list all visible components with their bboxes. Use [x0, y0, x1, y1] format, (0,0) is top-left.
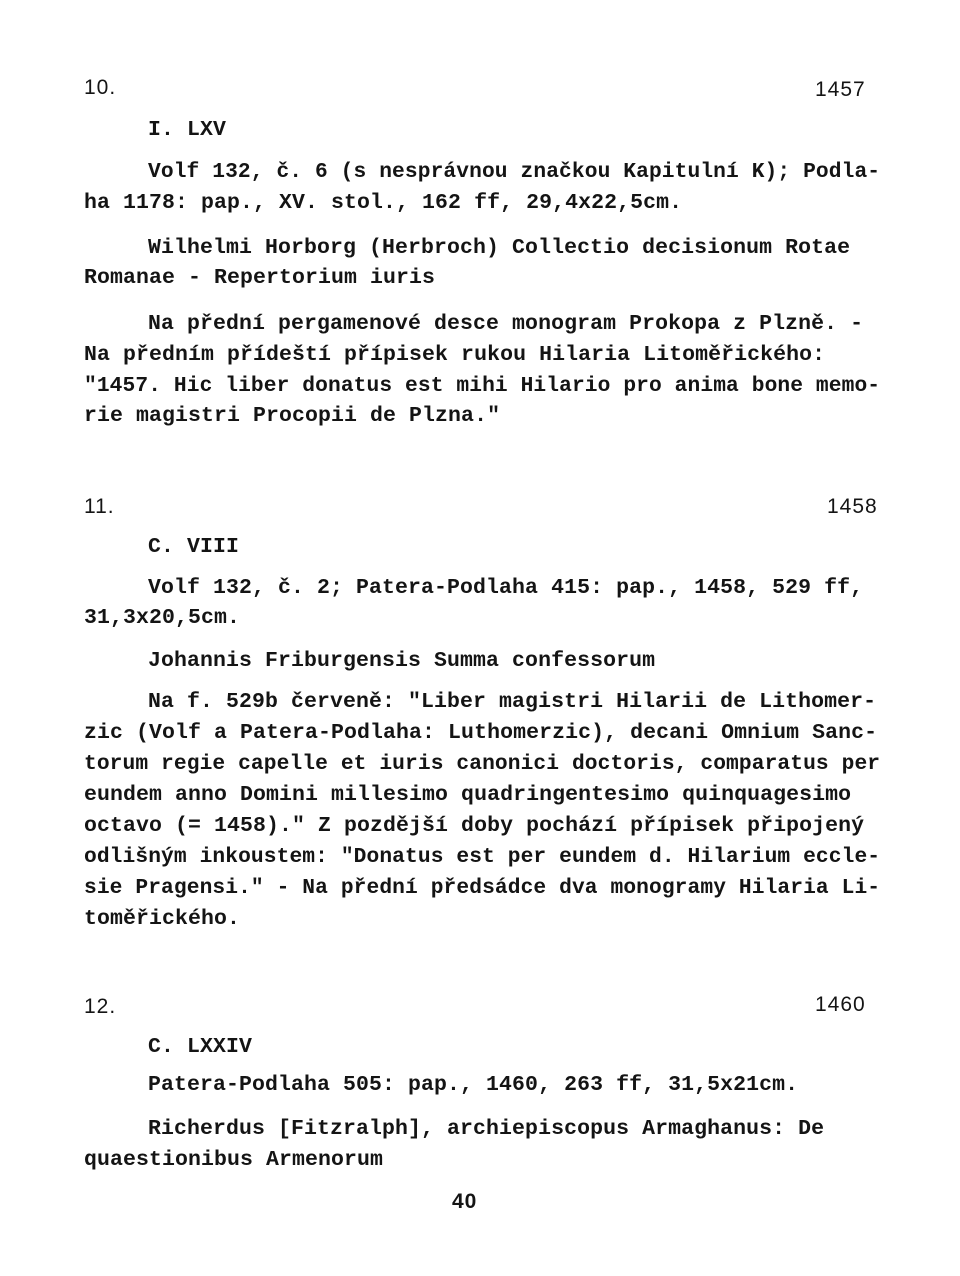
title-line: Wilhelmi Horborg (Herbroch) Collectio decisionum Rotae: [148, 236, 851, 260]
reference-line: 31,3x20,5cm.: [84, 606, 241, 630]
note-line: sie Pragensi." - Na přední předsádce dva monogramy Hilaria Li-: [84, 876, 881, 900]
entry-signature: I. LXV: [148, 118, 227, 142]
note-line: rie magistri Procopii de Plzna.": [84, 404, 501, 428]
entry-signature: C. LXXIV: [148, 1035, 253, 1059]
note-line: toměřického.: [84, 907, 241, 931]
entry-year: 1460: [815, 993, 866, 1016]
note-line: Na předním přídeští přípisek rukou Hilaria Litoměřického:: [84, 343, 826, 367]
reference-line: ha 1178: pap., XV. stol., 162 ff, 29,4x22,5cm.: [84, 191, 683, 215]
title-line: Romanae - Repertorium iuris: [84, 266, 436, 290]
note-line: eundem anno Domini millesimo quadringentesimo quinquagesimo: [84, 783, 852, 807]
entry-number: 10.: [84, 76, 117, 99]
reference-line: Patera-Podlaha 505: pap., 1460, 263 ff, 31,5x21cm.: [148, 1073, 799, 1097]
note-line: Na f. 529b červeně: "Liber magistri Hilarii de Lithomer-: [148, 690, 877, 714]
reference-line: Volf 132, č. 2; Patera-Podlaha 415: pap., 1458, 529 ff,: [148, 576, 864, 600]
title-line: Johannis Friburgensis Summa confessorum: [148, 649, 656, 673]
page-number: 40: [452, 1190, 478, 1213]
title-line: quaestionibus Armenorum: [84, 1148, 384, 1172]
note-line: Na přední pergamenové desce monogram Prokopa z Plzně. -: [148, 312, 864, 336]
entry-year: 1458: [827, 495, 878, 518]
entry-signature: C. VIII: [148, 535, 240, 559]
entry-year: 1457: [815, 78, 866, 101]
title-line: Richerdus [Fitzralph], archiepiscopus Armaghanus: De: [148, 1117, 825, 1141]
entry-number: 11.: [84, 495, 115, 518]
note-line: torum regie capelle et iuris canonici doctoris, comparatus per: [84, 752, 881, 776]
entry-number: 12.: [84, 995, 117, 1018]
reference-line: Volf 132, č. 6 (s nesprávnou značkou Kapitulní K); Podla-: [148, 160, 881, 184]
note-line: "1457. Hic liber donatus est mihi Hilario pro anima bone memo-: [84, 374, 881, 398]
note-line: zic (Volf a Patera-Podlaha: Luthomerzic), decani Omnium Sanc-: [84, 721, 878, 745]
note-line: octavo (= 1458)." Z pozdější doby pochází přípisek připojený: [84, 814, 865, 838]
note-line: odlišným inkoustem: "Donatus est per eundem d. Hilarium eccle-: [84, 845, 881, 869]
